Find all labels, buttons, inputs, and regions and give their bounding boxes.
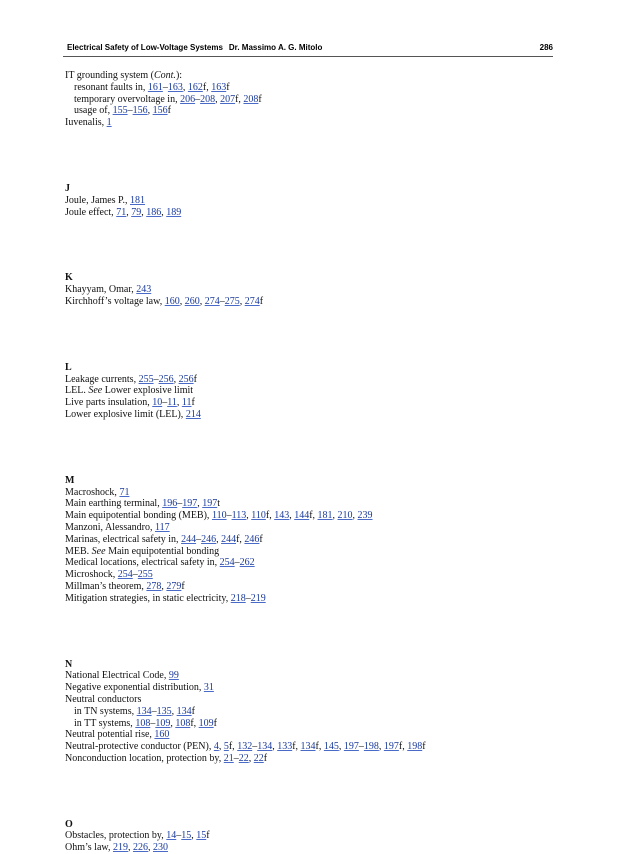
index-entry <box>65 682 551 694</box>
page-link[interactable]: 11 <box>167 397 177 409</box>
page-link[interactable]: 22 <box>238 752 249 764</box>
page-link[interactable]: 255 <box>138 373 154 385</box>
entry-text: resonant faults in, <box>74 81 148 93</box>
page-link[interactable]: 161 <box>147 81 163 93</box>
page-link[interactable]: 134 <box>136 705 152 717</box>
index-section-i-cont <box>65 70 551 129</box>
page-link[interactable]: 208 <box>200 93 216 105</box>
entry-text: f, <box>398 741 408 753</box>
page-link[interactable]: 197 <box>343 741 359 753</box>
entry-text: Main earthing terminal, <box>65 498 163 510</box>
entry-text: , <box>182 81 188 93</box>
page-link[interactable]: 207 <box>220 93 236 105</box>
page-link[interactable]: 10 <box>152 397 163 409</box>
page-link[interactable]: 110 <box>211 510 227 522</box>
page-link[interactable]: 160 <box>154 729 170 741</box>
entry-text: – <box>226 510 232 522</box>
entry-text: Lower explosive limit (LEL), <box>65 408 186 420</box>
entry-text: – <box>151 705 157 717</box>
entry-text: – <box>196 533 202 545</box>
entry-text: Main equipotential bonding <box>105 545 220 557</box>
entry-text: f, <box>236 533 245 545</box>
entry-text: , <box>176 397 182 409</box>
page-link[interactable]: 255 <box>137 569 153 581</box>
page-link[interactable]: 189 <box>166 206 182 218</box>
page-link[interactable]: 278 <box>146 580 162 592</box>
page-link[interactable]: 162 <box>187 81 203 93</box>
entry-text: f <box>191 397 195 409</box>
entry-text: MEB. <box>65 545 92 557</box>
entry-text: – <box>252 741 258 753</box>
entry-text: , <box>173 373 179 385</box>
book-author: Dr. Massimo A. G. Mitolo <box>228 43 323 52</box>
index-entry <box>65 670 551 682</box>
italic-text: See <box>88 385 103 397</box>
index-entry <box>65 581 551 593</box>
index-entry <box>65 753 551 765</box>
entry-text: – <box>358 741 364 753</box>
index-subentry <box>65 105 551 117</box>
entry-text: , <box>171 705 177 717</box>
entry-text: , <box>179 295 185 307</box>
page-link[interactable]: 196 <box>162 498 178 510</box>
page-link[interactable]: 155 <box>112 105 128 117</box>
entry-text: f <box>181 580 185 592</box>
entry-text: , <box>378 741 384 753</box>
page-link[interactable]: 239 <box>357 510 373 522</box>
entry-text: – <box>219 295 225 307</box>
page-link[interactable]: 134 <box>300 741 316 753</box>
page-link[interactable]: 230 <box>152 842 168 854</box>
page-link[interactable]: 163 <box>211 81 227 93</box>
entry-text: , <box>170 717 176 729</box>
page-link[interactable]: 108 <box>175 717 191 729</box>
index-entry <box>65 374 551 386</box>
entry-text: f <box>206 830 210 842</box>
entry-text: f, <box>190 717 199 729</box>
entry-text: , <box>332 510 338 522</box>
entry-text: – <box>162 81 168 93</box>
index-entry <box>65 546 551 558</box>
index-entry <box>65 409 551 421</box>
index-section-k <box>65 272 551 307</box>
entry-text: f <box>422 741 426 753</box>
entry-text: , <box>352 510 358 522</box>
entry-text: Negative exponential distribution, <box>65 682 204 694</box>
page-link[interactable]: 262 <box>239 557 255 569</box>
entry-text: f <box>259 295 264 307</box>
index-entry <box>65 830 551 842</box>
entry-text: f <box>213 717 217 729</box>
index-entry <box>65 385 551 397</box>
page-link[interactable]: 181 <box>317 510 333 522</box>
header-rule <box>63 56 553 57</box>
page-link[interactable]: 133 <box>277 741 293 753</box>
index-entry <box>65 397 551 409</box>
section-letter: O <box>65 818 73 830</box>
index-entry <box>65 534 551 546</box>
entry-text: , <box>191 830 197 842</box>
index-entry <box>65 498 551 510</box>
entry-text: f <box>167 105 171 117</box>
entry-text: Neutral conductors <box>65 693 142 705</box>
index-entry <box>65 487 551 499</box>
index-entry <box>65 557 551 569</box>
index-entry <box>65 694 551 706</box>
entry-text: f, <box>315 741 324 753</box>
index-entry <box>65 729 551 741</box>
page-link[interactable]: 210 <box>337 510 353 522</box>
page-link[interactable]: 256 <box>158 373 174 385</box>
entry-text: Nonconduction location, protection by, <box>65 752 224 764</box>
entry-text: t <box>217 498 220 510</box>
page-link[interactable]: 260 <box>184 295 200 307</box>
entry-text: , <box>248 752 254 764</box>
entry-text: , <box>127 842 133 854</box>
page-link[interactable]: 197 <box>182 498 198 510</box>
header-title-group <box>67 43 322 52</box>
page-link[interactable]: 132 <box>237 741 253 753</box>
page-link[interactable]: 99 <box>168 670 179 682</box>
page-link[interactable]: 109 <box>155 717 171 729</box>
page-link[interactable]: 145 <box>323 741 339 753</box>
entry-text: Marinas, electrical safety in, <box>65 533 182 545</box>
page-link[interactable]: 279 <box>166 580 182 592</box>
page-link[interactable]: 117 <box>155 521 170 533</box>
index-entry <box>65 284 551 296</box>
page-link[interactable]: 143 <box>274 510 290 522</box>
entry-text: , <box>216 533 222 545</box>
page-link[interactable]: 71 <box>119 486 130 498</box>
index-section-o <box>65 819 551 854</box>
page-link[interactable]: 275 <box>224 295 240 307</box>
page-link[interactable]: 198 <box>407 741 423 753</box>
entry-text: – <box>132 569 138 581</box>
entry-text: – <box>234 557 240 569</box>
page-link[interactable]: 134 <box>176 705 192 717</box>
index-content <box>65 70 551 854</box>
section-letter: L <box>65 361 72 373</box>
entry-text: f <box>226 81 230 93</box>
entry-text: Joule effect, <box>65 206 117 218</box>
entry-text: Macroshock, <box>65 486 120 498</box>
entry-text: – <box>162 397 168 409</box>
entry-text: temporary overvoltage in, <box>74 93 181 105</box>
index-entry <box>65 195 551 207</box>
page-link[interactable]: 197 <box>202 498 218 510</box>
entry-text: in TN systems, <box>74 705 137 717</box>
index-subentry <box>65 706 551 718</box>
page-link[interactable]: 14 <box>166 830 177 842</box>
index-section-m <box>65 475 551 605</box>
entry-text: – <box>176 830 182 842</box>
index-section-n <box>65 659 551 765</box>
page-link[interactable]: 110 <box>251 510 266 522</box>
entry-text: f <box>193 373 197 385</box>
entry-text: – <box>195 93 201 105</box>
page-link[interactable]: 246 <box>244 533 260 545</box>
page-link[interactable]: 163 <box>167 81 183 93</box>
page-link[interactable]: 79 <box>131 206 142 218</box>
entry-text: Mitigation strategies, in static electricity, <box>65 592 231 604</box>
entry-text: – <box>233 752 239 764</box>
entry-text: Manzoni, Alessandro, <box>65 521 155 533</box>
page-link[interactable]: 226 <box>132 842 148 854</box>
entry-text: f, <box>265 510 275 522</box>
page-link[interactable]: 144 <box>294 510 310 522</box>
index-entry <box>65 522 551 534</box>
index-subentry <box>65 82 551 94</box>
entry-text: Leakage currents, <box>65 373 139 385</box>
entry-text: Obstacles, protection by, <box>65 830 167 842</box>
italic-text: See <box>91 545 106 557</box>
page-link[interactable]: 186 <box>146 206 162 218</box>
page-link[interactable]: 108 <box>135 717 151 729</box>
entry-text: , <box>215 93 221 105</box>
page-link[interactable]: 156 <box>152 105 168 117</box>
page-link[interactable]: 15 <box>196 830 207 842</box>
page-link[interactable]: 31 <box>203 682 214 694</box>
page-link[interactable]: 22 <box>253 752 264 764</box>
index-subentry <box>65 94 551 106</box>
entry-text: National Electrical Code, <box>65 670 169 682</box>
entry-text: Joule, James P., <box>65 194 130 206</box>
index-subentry <box>65 718 551 730</box>
page-link[interactable]: 218 <box>230 592 246 604</box>
italic-text: Cont. <box>153 70 176 81</box>
entry-text: Live parts insulation, <box>65 397 153 409</box>
page-link[interactable]: 246 <box>201 533 217 545</box>
entry-text: Main equipotential bonding (MEB), <box>65 510 212 522</box>
entry-text: f <box>191 705 195 717</box>
page-link[interactable]: 21 <box>223 752 234 764</box>
entry-text: ): <box>175 70 183 81</box>
page-link[interactable]: 1 <box>106 117 112 129</box>
entry-text: IT grounding system ( <box>65 70 154 81</box>
index-section-l <box>65 362 551 421</box>
page-link[interactable]: 206 <box>180 93 196 105</box>
index-entry <box>65 510 551 522</box>
page-link[interactable]: 109 <box>198 717 214 729</box>
entry-text: , <box>289 510 295 522</box>
page-link[interactable]: 4 <box>213 741 219 753</box>
entry-text: Medical locations, electrical safety in, <box>65 557 220 569</box>
entry-text: – <box>245 592 251 604</box>
entry-text: Ohm’s law, <box>65 842 113 854</box>
entry-text: , <box>239 295 245 307</box>
page-link[interactable]: 156 <box>132 105 148 117</box>
entry-text: f, <box>235 93 244 105</box>
entry-text: usage of, <box>74 105 113 117</box>
entry-text: f, <box>228 741 238 753</box>
entry-text: , <box>199 295 205 307</box>
page-number: 286 <box>539 43 553 52</box>
entry-text: f <box>259 533 263 545</box>
entry-text: f <box>258 93 262 105</box>
page-link[interactable]: 135 <box>156 705 172 717</box>
entry-text: Neutral-protective conductor (PEN), <box>65 741 214 753</box>
entry-text: , <box>197 498 203 510</box>
page-link[interactable]: 254 <box>219 557 235 569</box>
index-entry <box>65 70 551 82</box>
page-link[interactable]: 244 <box>221 533 237 545</box>
section-letter: K <box>65 272 73 284</box>
page-link[interactable]: 71 <box>116 206 127 218</box>
book-title: Electrical Safety of Low-Voltage Systems <box>67 43 223 52</box>
index-section-j <box>65 183 551 218</box>
entry-text: , <box>161 206 167 218</box>
index-entry <box>65 569 551 581</box>
entry-text: , <box>141 206 147 218</box>
page-link[interactable]: 214 <box>185 408 201 420</box>
section-letter: J <box>65 182 70 194</box>
index-entry <box>65 842 551 854</box>
entry-text: , <box>147 105 153 117</box>
entry-text: , <box>338 741 344 753</box>
page-link[interactable]: 244 <box>181 533 197 545</box>
entry-text: in TT systems, <box>74 717 136 729</box>
page-link[interactable]: 160 <box>164 295 180 307</box>
page-link[interactable]: 15 <box>181 830 192 842</box>
entry-text: f, <box>309 510 318 522</box>
entry-text: – <box>153 373 159 385</box>
page-link[interactable]: 256 <box>178 373 194 385</box>
section-letter: N <box>65 658 73 670</box>
entry-text: f <box>263 752 268 764</box>
page-link[interactable]: 113 <box>231 510 247 522</box>
entry-text: Iuvenalis, <box>65 117 107 129</box>
entry-text: , <box>218 741 224 753</box>
entry-text: – <box>177 498 183 510</box>
index-entry <box>65 741 551 753</box>
section-letter: M <box>65 474 75 486</box>
page-link[interactable]: 134 <box>257 741 273 753</box>
entry-text: , <box>246 510 252 522</box>
page-link[interactable]: 219 <box>112 842 128 854</box>
entry-text: – <box>150 717 156 729</box>
entry-text: LEL. <box>65 385 89 397</box>
page-link[interactable]: 197 <box>383 741 399 753</box>
page-link[interactable]: 274 <box>244 295 260 307</box>
page-link[interactable]: 208 <box>243 93 259 105</box>
page-link[interactable]: 181 <box>130 194 145 206</box>
entry-text: Millman’s theorem, <box>65 580 147 592</box>
page-link[interactable]: 243 <box>136 284 152 296</box>
page-link[interactable]: 254 <box>117 569 133 581</box>
entry-text: Microshock, <box>65 569 118 581</box>
entry-text: , <box>147 842 153 854</box>
page-link[interactable]: 198 <box>363 741 379 753</box>
entry-text: , <box>272 741 278 753</box>
entry-text: – <box>127 105 133 117</box>
page-link[interactable]: 219 <box>250 592 266 604</box>
page-link[interactable]: 5 <box>223 741 229 753</box>
entry-text: Neutral potential rise, <box>65 729 155 741</box>
index-entry <box>65 593 551 605</box>
entry-text: f, <box>292 741 301 753</box>
entry-text: Lower explosive limit <box>102 385 194 397</box>
entry-text: Khayyam, Omar, <box>65 284 137 296</box>
entry-text: Kirchhoff’s voltage law, <box>65 295 165 307</box>
entry-text: f, <box>202 81 212 93</box>
entry-text: , <box>126 206 132 218</box>
page-link[interactable]: 11 <box>181 397 192 409</box>
index-entry <box>65 296 551 308</box>
index-entry <box>65 117 551 129</box>
page-link[interactable]: 274 <box>204 295 220 307</box>
entry-text: , <box>161 580 167 592</box>
index-entry <box>65 207 551 219</box>
